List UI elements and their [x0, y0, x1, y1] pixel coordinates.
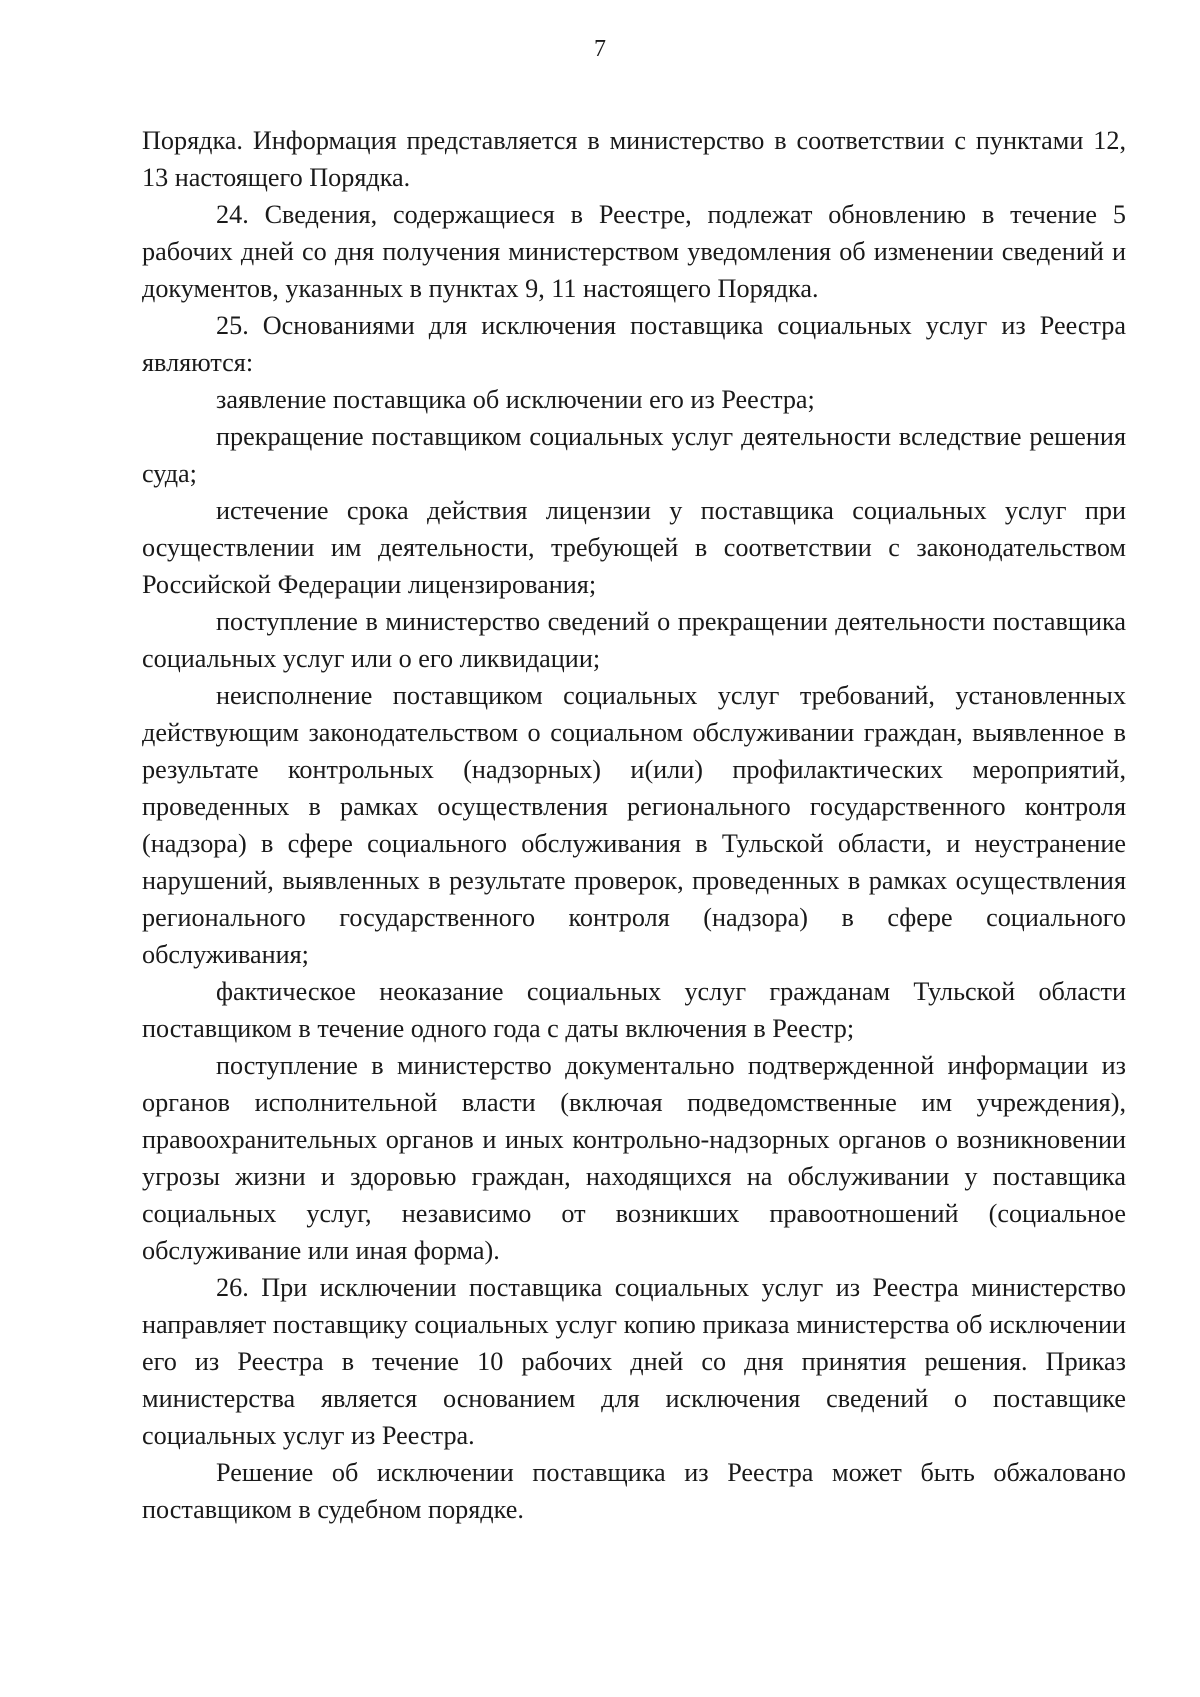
paragraph-appeal: Решение об исключении поставщика из Реестра может быть обжаловано поставщиком в судебном порядке.: [142, 1458, 1126, 1524]
exclusion-ground-application: заявление поставщика об исключении его из Реестра;: [216, 385, 815, 414]
document-body: [142, 122, 1126, 1528]
page-number: 7: [594, 36, 606, 62]
exclusion-ground-liquidation: поступление в министерство сведений о прекращении деятельности поставщика социальных услуг или о его ликвидации;: [142, 607, 1126, 673]
exclusion-ground-court-decision: прекращение поставщиком социальных услуг деятельности вследствие решения суда;: [142, 422, 1126, 488]
paragraph-item-24: 24. Сведения, содержащиеся в Реестре, подлежат обновлению в течение 5 рабочих дней со дня получения министерством уведомления об изменении сведений и документов, указанных в пунктах 9, 11 настоящего Порядка.: [142, 200, 1126, 303]
paragraph-item-26: 26. При исключении поставщика социальных услуг из Реестра министерство направляет поставщику социальных услуг копию приказа министерства об исключении его из Реестра в течение 10 рабочих дней со дня принятия решения. Приказ министерства является основанием для исключения сведений о поставщике социальных услуг из Реестра.: [142, 1273, 1126, 1450]
exclusion-ground-license-expiry: истечение срока действия лицензии у поставщика социальных услуг при осуществлении им деятельности, требующей в соответствии с законодательством Российской Федерации лицензирования;: [142, 496, 1126, 599]
exclusion-ground-no-services: фактическое неоказание социальных услуг гражданам Тульской области поставщиком в течение одного года с даты включения в Реестр;: [142, 977, 1126, 1043]
exclusion-ground-threat-info: поступление в министерство документально подтвержденной информации из органов исполнительной власти (включая подведомственные им учреждения), правоохранительных органов и иных контрольно-надзорных органов о возникновении угрозы жизни и здоровью граждан, находящихся на обслуживании у поставщика социальных услуг, независимо от возникших правоотношений (социальное обслуживание или иная форма).: [142, 1051, 1126, 1265]
paragraph-item-25: 25. Основаниями для исключения поставщика социальных услуг из Реестра являются:: [142, 311, 1126, 377]
paragraph-continuation: Порядка. Информация представляется в министерство в соответствии с пунктами 12, 13 настоящего Порядка.: [142, 126, 1126, 192]
exclusion-ground-noncompliance: неисполнение поставщиком социальных услуг требований, установленных действующим законодательством о социальном обслуживании граждан, выявленное в результате контрольных (надзорных) и(или) профилактических мероприятий, проведенных в рамках осуществления регионального государственного контроля (надзора) в сфере социального обслуживания в Тульской области, и неустранение нарушений, выявленных в результате проверок, проведенных в рамках осуществления регионального государственного контроля (надзора) в сфере социального обслуживания;: [142, 681, 1126, 969]
